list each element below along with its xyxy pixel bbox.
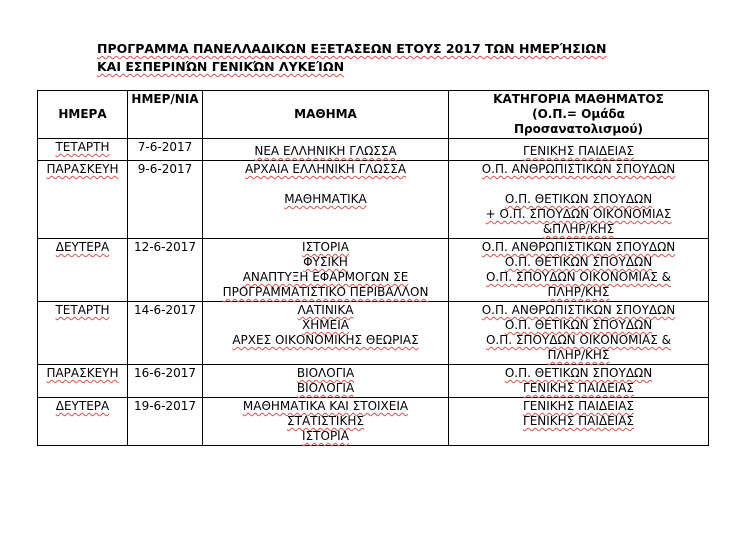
title-line-1: ΠΡΟΓΡΑΜΜΑ ΠΑΝΕΛΛΑΔΙΚΩΝ ΕΞΕΤΑΣΕΩΝ ΕΤΟΥΣ 2017 ΤΩΝ ΗΜΕΡΉΣΙΩΝ [97,41,607,56]
cell-date: 12-6-2017 [128,239,203,302]
cell-category: Ο.Π. ΑΝΘΡΩΠΙΣΤΙΚΩΝ ΣΠΟΥΔΩΝ Ο.Π. ΘΕΤΙΚΩΝ ΣΠΟΥΔΩΝ Ο.Π. ΣΠΟΥΔΩΝ ΟΙΚΟΝΟΜΙΑΣ & ΠΛΗΡ/ΚΗΣ [449,239,709,302]
cell-subject: ΒΙΟΛΟΓΙΑ ΒΙΟΛΟΓΙΑ [203,365,449,398]
cell-day: ΠΑΡΑΣΚΕΥΗ [38,161,128,239]
cell-date: 19-6-2017 [128,398,203,446]
table-row [38,398,709,446]
exam-schedule-table [37,90,709,446]
document-title [97,40,697,76]
header-category: ΚΑΤΗΓΟΡΙΑ ΜΑΘΗΜΑΤΟΣ (Ο.Π.= Ομάδα Προσανατολισμού) [449,91,709,139]
cell-subject: ΑΡΧΑΙΑ ΕΛΛΗΝΙΚΗ ΓΛΩΣΣΑ ΜΑΘΗΜΑΤΙΚΑ [203,161,449,239]
cell-date: 9-6-2017 [128,161,203,239]
cell-day: ΤΕΤΑΡΤΗ [38,139,128,161]
title-line-2: ΚΑΙ ΕΣΠΕΡΙΝΏΝ ΓΕΝΙΚΏΝ ΛΥΚΕΊΩΝ [97,59,345,74]
cell-day: ΠΑΡΑΣΚΕΥΗ [38,365,128,398]
cell-day: ΔΕΥΤΕΡΑ [38,239,128,302]
cell-date: 16-6-2017 [128,365,203,398]
table-row [38,239,709,302]
table-row [38,139,709,161]
header-subject: ΜΑΘΗΜΑ [203,91,449,139]
cell-day: ΔΕΥΤΕΡΑ [38,398,128,446]
cell-category: Ο.Π. ΑΝΘΡΩΠΙΣΤΙΚΩΝ ΣΠΟΥΔΩΝ Ο.Π. ΘΕΤΙΚΩΝ ΣΠΟΥΔΩΝ Ο.Π. ΣΠΟΥΔΩΝ ΟΙΚΟΝΟΜΙΑΣ & ΠΛΗΡ/ΚΗΣ [449,302,709,365]
cell-category: Ο.Π. ΑΝΘΡΩΠΙΣΤΙΚΩΝ ΣΠΟΥΔΩΝ Ο.Π. ΘΕΤΙΚΩΝ ΣΠΟΥΔΩΝ + Ο.Π. ΣΠΟΥΔΩΝ ΟΙΚΟΝΟΜΙΑΣ &ΠΛΗΡ/ΚΗΣ [449,161,709,239]
cell-subject: ΙΣΤΟΡΙΑ ΦΥΣΙΚΗ ΑΝΑΠΤΥΞΗ ΕΦΑΡΜΟΓΩΝ ΣΕ ΠΡΟΓΡΑΜΜΑΤΙΣΤΙΚΟ ΠΕΡΙΒΑΛΛΟΝ [203,239,449,302]
header-row [38,91,709,139]
header-date: ΗΜΕΡ/ΝΙΑ [128,91,203,139]
cell-category: ΓΕΝΙΚΗΣ ΠΑΙΔΕΙΑΣ [449,139,709,161]
cell-subject: ΜΑΘΗΜΑΤΙΚΑ ΚΑΙ ΣΤΟΙΧΕΙΑ ΣΤΑΤΙΣΤΙΚΗΣ ΙΣΤΟΡΙΑ [203,398,449,446]
table-row [38,161,709,239]
cell-category: Ο.Π. ΘΕΤΙΚΩΝ ΣΠΟΥΔΩΝ ΓΕΝΙΚΗΣ ΠΑΙΔΕΙΑΣ [449,365,709,398]
cell-date: 7-6-2017 [128,139,203,161]
table-row [38,365,709,398]
cell-category: ΓΕΝΙΚΗΣ ΠΑΙΔΕΙΑΣ ΓΕΝΙΚΗΣ ΠΑΙΔΕΙΑΣ [449,398,709,446]
cell-date: 14-6-2017 [128,302,203,365]
cell-subject: ΛΑΤΙΝΙΚΑ ΧΗΜΕΙΑ ΑΡΧΕΣ ΟΙΚΟΝΟΜΙΚΗΣ ΘΕΩΡΙΑΣ [203,302,449,365]
cell-day: ΤΕΤΑΡΤΗ [38,302,128,365]
cell-subject: ΝΕΑ ΕΛΛΗΝΙΚΗ ΓΛΩΣΣΑ [203,139,449,161]
table-row [38,302,709,365]
header-day: ΗΜΕΡΑ [38,91,128,139]
